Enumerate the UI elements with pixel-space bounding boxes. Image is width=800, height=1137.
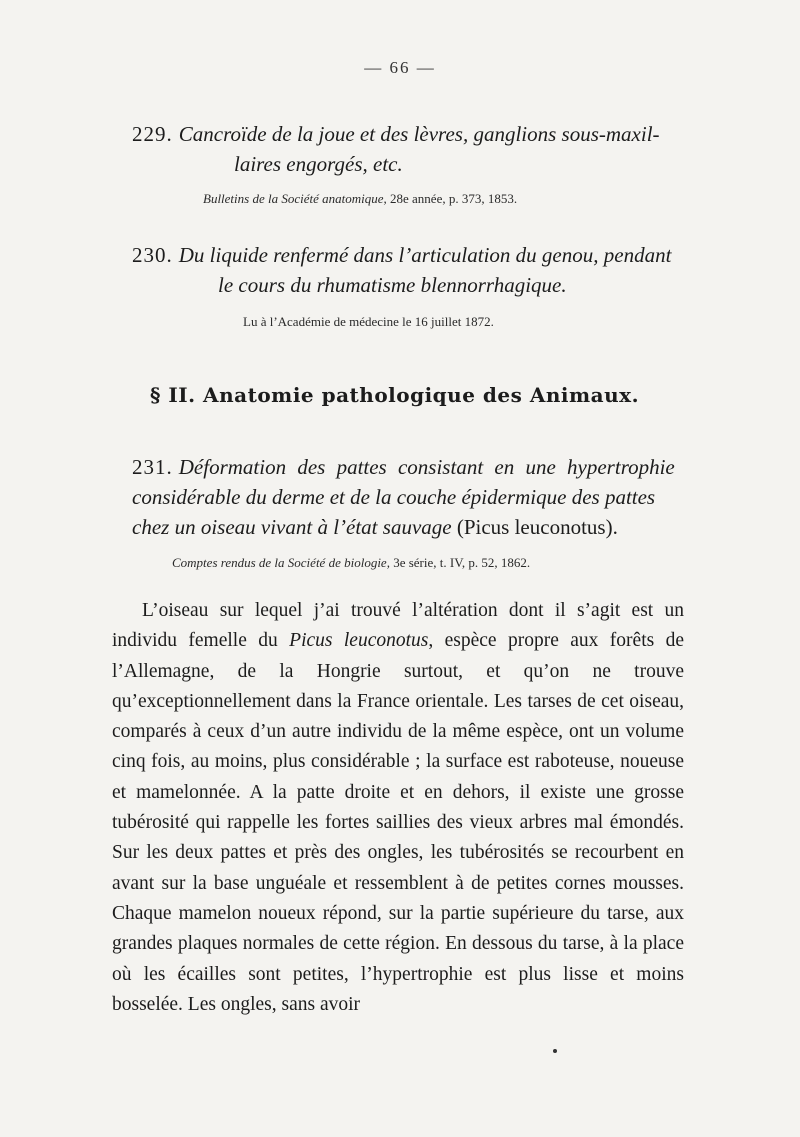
entry-title-line: le cours du rhumatisme blennorrhagique. — [218, 273, 567, 297]
entry-title-line: considérable du derme et de la couche épidermique des pattes — [132, 485, 656, 509]
entry-number: 230. — [132, 243, 173, 267]
body-paragraph: L’oiseau sur lequel j’ai trouvé l’altération dont il s’agit est un individu femelle du Picus leuconotus, espèce propre aux forêts de l’Allemagne, de la Hongrie surtout, et qu’on ne trouve qu’exceptionnellement dans la France orientale. Les tarses de cet oiseau, comparés à ceux d’un autre individu de la même espèce, ont un volume cinq fois, au moins, plus considérable ; la surface est raboteuse, noueuse et mamelonnée. A la patte droite et en dehors, il existe une grosse tubérosité qui rappelle les fortes saillies des vieux arbres mal émondés. Sur les deux pattes et près des ongles, les tubérosités se recourbent en avant sur la base unguéale et ressemblent à de petites cornes mousses. Chaque mamelon noueux répond, sur la partie supérieure du tarse, aux grandes plaques normales de cette région. En dessous du tarse, à la place où les écailles sont petites, l’hypertrophie est plus lisse et moins bosselée. Les ongles, sans avoir — [112, 600, 685, 1015]
entry-title-line: Cancroïde de la joue et des lèvres, ganglions sous-maxil- — [178, 122, 660, 146]
entry-title-line: Du liquide renfermé dans l’articulation du genou, pendant — [178, 243, 672, 267]
page-number: — 66 — — [364, 58, 436, 77]
entry-229 — [132, 119, 660, 179]
entry-title-line: Déformation des pattes consistant en une hypertrophie — [178, 455, 675, 479]
entry-title-line: chez un oiseau vivant à l’état sauvage — [132, 515, 452, 539]
entry-number: 229. — [132, 122, 173, 146]
species-name: Picus leuconotus — [289, 630, 429, 652]
section-heading: § II. Anatomie pathologique des Animaux. — [150, 383, 640, 407]
entry-source: Comptes rendus de la Société de biologie, 3e série, t. IV, p. 52, 1862. — [172, 555, 531, 570]
entry-number: 231. — [132, 455, 173, 479]
entry-source: Lu à l’Académie de médecine le 16 juillet 1872. — [243, 314, 494, 329]
entry-species: (Picus leuconotus). — [451, 515, 618, 539]
entry-230 — [132, 240, 671, 300]
entry-231 — [132, 452, 675, 542]
entry-title-line: laires engorgés, etc. — [234, 152, 403, 176]
entry-source: Bulletins de la Société anatomique, 28e année, p. 373, 1853. — [203, 191, 518, 206]
ink-speck — [553, 1049, 557, 1053]
